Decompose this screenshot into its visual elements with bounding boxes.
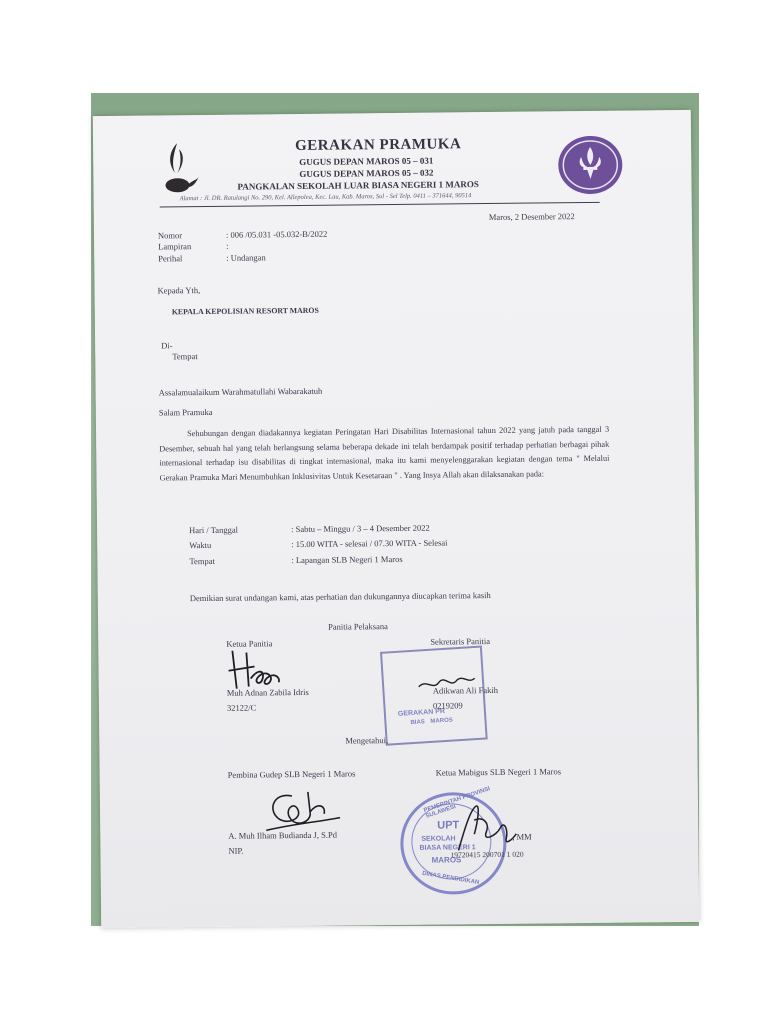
- letter-date: Maros, 2 Desember 2022: [488, 211, 575, 223]
- mabigus-signature-icon: [450, 800, 521, 857]
- salam-2: Salam Pramuka: [158, 406, 213, 418]
- mabigus-name-suffix: , MM: [512, 831, 532, 842]
- nomor-label: Nomor: [157, 230, 183, 241]
- school-line: PANGKALAN SEKOLAH LUAR BIASA NEGERI 1 MAROS: [237, 179, 479, 192]
- mengetahui-label: Mengetahui,: [345, 735, 389, 746]
- closing-text: Demikian surat undangan kami, atas perhatian dan dukungannya diucapkan terima kasih: [189, 590, 491, 604]
- stamp-text: MAROS: [430, 717, 453, 725]
- stamp-text: BIAS: [410, 719, 426, 727]
- pembina-nip: NIP.: [228, 845, 244, 856]
- panitia-label: Panitia Pelaksana: [328, 621, 388, 632]
- sekretaris-name: Adikwan Ali Fakih: [432, 684, 499, 696]
- detail-value: : Lapangan SLB Negeri 1 Maros: [291, 553, 403, 566]
- detail-value: : Sabtu – Minggu / 3 – 4 Desember 2022: [291, 522, 430, 535]
- detail-label: Hari / Tanggal: [189, 524, 238, 536]
- mabigus-nip: 19720415 200701 1 020: [450, 849, 524, 860]
- letter-paper: [93, 110, 699, 928]
- stamp-text: SEKOLAH: [421, 835, 456, 843]
- ketua-id: 32122/C: [226, 702, 257, 713]
- gudep-line-1: GUGUS DEPAN MAROS 05 – 031: [299, 155, 434, 167]
- recipient-name: KEPALA KEPOLISIAN RESORT MAROS: [171, 305, 319, 317]
- org-title: GERAKAN PRAMUKA: [295, 136, 462, 155]
- ketua-signature-icon: [224, 648, 284, 693]
- perihal-value: : Undangan: [226, 252, 266, 263]
- detail-value: : 15.00 WITA - selesai / 07.30 WITA - Selesai: [291, 537, 448, 550]
- lampiran-label: Lampiran: [158, 241, 192, 252]
- stamp-text: DINAS PENDIDIKAN: [421, 870, 480, 887]
- tunas-kelapa-logo-icon: [159, 141, 200, 197]
- gudep-line-2: GUGUS DEPAN MAROS 05 – 032: [299, 167, 434, 179]
- perihal-label: Perihal: [158, 253, 183, 264]
- detail-label: Waktu: [189, 539, 212, 551]
- nomor-value: : 006 /05.031 -05.032-B/2022: [225, 228, 328, 240]
- sekretaris-id: 0219209: [432, 700, 463, 711]
- stamp-text: PEMERINTAH PROVINSI SULAWESI: [423, 786, 491, 820]
- pembina-name: A. Muh Ilham Budianda J, S.Pd: [228, 829, 337, 841]
- tempat-label: Tempat: [172, 351, 198, 362]
- ketua-title: Ketua Panitia: [226, 638, 273, 649]
- stamp-text: BIASA NEGERI 1: [419, 844, 476, 852]
- stamp-text: UPT: [437, 819, 460, 832]
- pembina-title: Pembina Gudep SLB Negeri 1 Maros: [227, 768, 356, 780]
- header-divider: [160, 202, 600, 208]
- ketua-name: Muh Adnan Zabila Idris: [226, 686, 309, 698]
- salam-1: Assalamualaikum Warahmatullahi Wabarakatuh: [158, 385, 323, 398]
- sekretaris-title: Sekretaris Panitia: [430, 636, 491, 647]
- wosm-emblem-icon: [557, 135, 624, 196]
- detail-label: Tempat: [189, 555, 215, 567]
- lampiran-value: :: [226, 240, 229, 251]
- stamp-text: GERAKAN PR: [397, 707, 446, 718]
- kepada-label: Kepada Yth,: [157, 285, 201, 296]
- di-label: Di-: [161, 340, 173, 351]
- mabigus-title: Ketua Mabigus SLB Negeri 1 Maros: [435, 766, 562, 778]
- body-paragraph: Sehubungan dengan diadakannya kegiatan Peringatan Hari Disabilitas Internasional tahun 2022 yang jatuh pada tanggal 3 Desember, sebuah hal yang telah berlangsung selama beberapa dekade ini telah berdampak positif terhadap perhatian berbagai pihak internasional terhadap isu disabilitas di tingkat internasional, maka itu kami menyelenggarakan kegiatan dengan tema " Melalui Gerakan Pramuka Mari Menumbuhkan Inklusivitas Untuk Kesetaraan " . Yang Insya Allah akan dilaksanakan pada:: [159, 424, 610, 482]
- stamp-text: MAROS: [431, 855, 462, 865]
- address-line: Alamat : Jl. DR. Ratulangi No. 290, Kel. Allepolea, Kec. Lau, Kab. Maros, Sul - Sel Telp. 0411 – 371644, 90514: [179, 192, 472, 203]
